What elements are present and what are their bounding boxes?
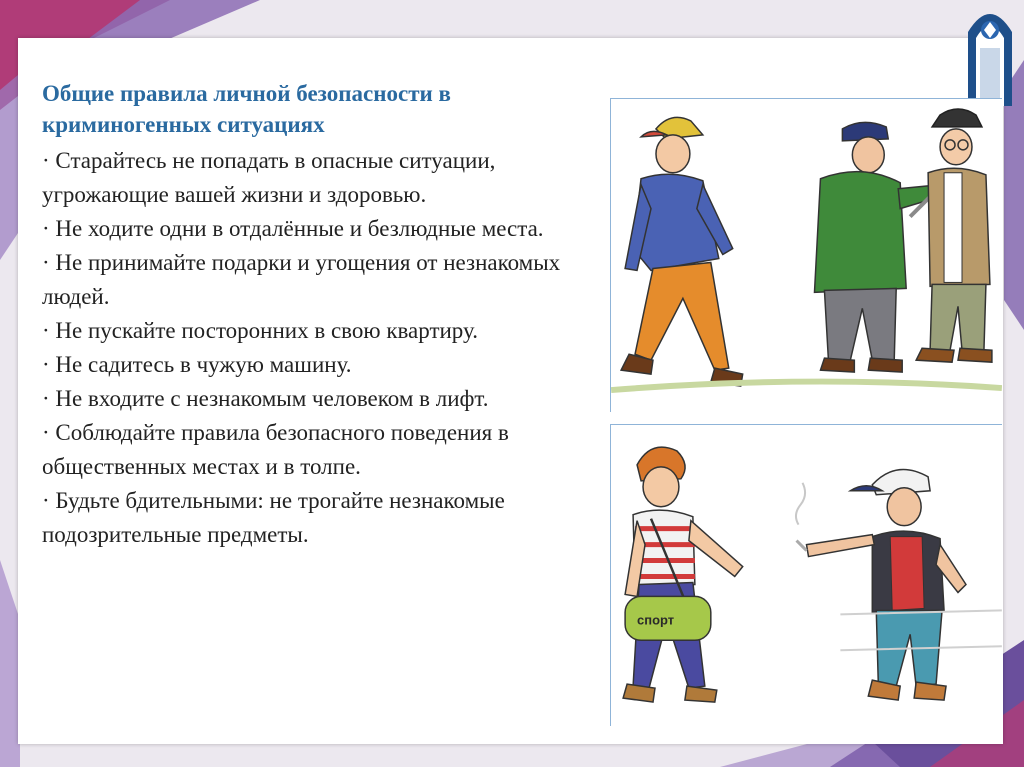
rule-item: · Будьте бдительными: не трогайте незнакомые подозрительные предметы. (42, 488, 505, 547)
safety-rules-list (42, 144, 602, 552)
bag-label: спорт (637, 612, 675, 628)
rule-item: · Не входите с незнакомым человеком в лифт. (42, 386, 489, 411)
rule-item: · Старайтесь не попадать в опасные ситуации, угрожающие вашей жизни и здоровью. (42, 148, 496, 207)
victim-figure (916, 109, 992, 362)
stranger-figure (796, 469, 1002, 700)
robber-figure (814, 122, 940, 372)
rule-item: · Не пускайте посторонних в свою квартиру. (42, 318, 478, 343)
rule-item: · Соблюдайте правила безопасного поведения в общественных местах и в толпе. (42, 420, 509, 479)
illustration-robbery (610, 98, 1002, 412)
illustration-robbery-drawing (611, 99, 1002, 412)
walking-boy-figure (621, 117, 743, 386)
illustration-stranger (610, 424, 1002, 726)
boy-with-bag-figure (623, 447, 743, 702)
rule-item: · Не принимайте подарки и угощения от незнакомых людей. (42, 250, 561, 309)
illustration-stranger-drawing (611, 425, 1002, 726)
emblem-logo (962, 2, 1018, 106)
rule-item: · Не садитесь в чужую машину. (42, 352, 352, 377)
slide-title: Общие правила личной безопасности в криминогенных ситуациях (42, 81, 451, 137)
rule-item: · Не ходите одни в отдалённые и безлюдные места. (42, 216, 544, 241)
